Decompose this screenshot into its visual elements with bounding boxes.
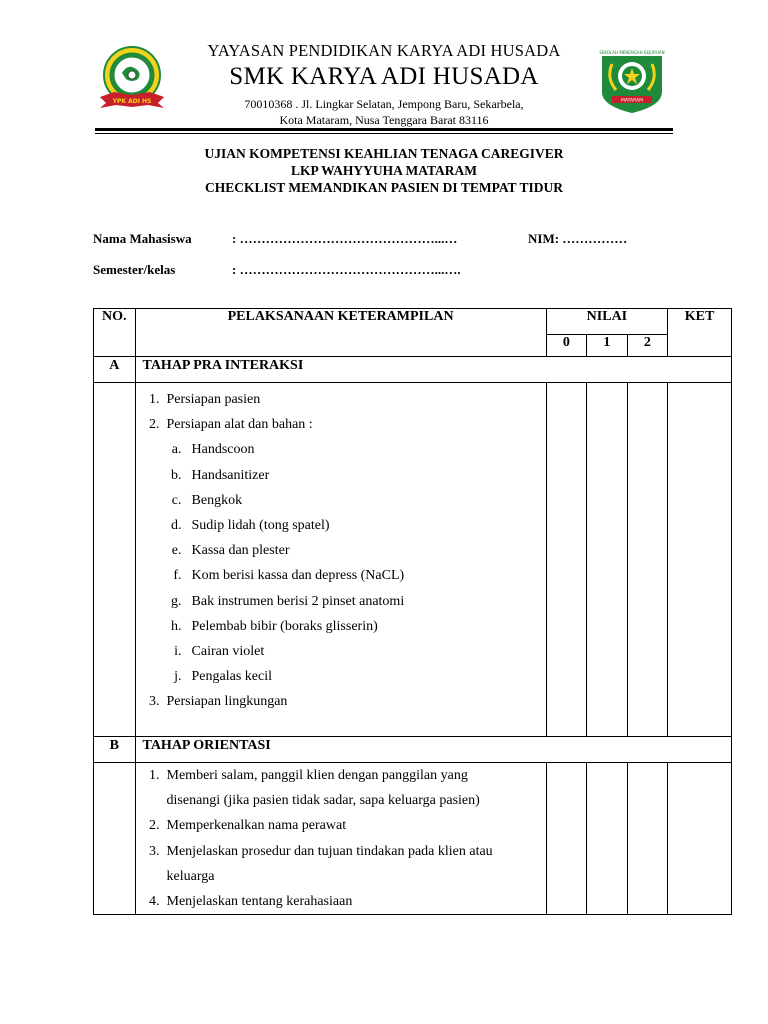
list-item: f. Kom berisi kassa dan depress (NaCL) — [173, 568, 405, 584]
exam-title: UJIAN KOMPETENSI KEAHLIAN TENAGA CAREGIVER — [204, 146, 564, 161]
score-cell-0[interactable] — [546, 383, 587, 737]
semester-field[interactable]: : ………………………………………...…. — [232, 262, 461, 277]
section-title: TAHAP PRA INTERAKSI — [135, 357, 731, 383]
list-item: 1. Persiapan pasien — [149, 392, 261, 407]
list-item: i. Cairan violet — [174, 644, 265, 660]
section-title: TAHAP ORIENTASI — [135, 737, 731, 763]
list-item-continuation: disenangi (jika pasien tidak sadar, sapa keluarga pasien) — [166, 793, 480, 809]
score-cell-2[interactable] — [627, 763, 668, 915]
section-items-row — [94, 763, 732, 915]
list-item: 1. Memberi salam, panggil klien dengan panggilan yang — [149, 768, 468, 783]
list-item: 3. Menjelaskan prosedur dan tujuan tindakan pada klien atau — [149, 843, 493, 859]
header-notes: KET — [668, 309, 732, 357]
list-item: 2. Persiapan alat dan bahan : — [149, 417, 313, 433]
list-item: h. Pelembab bibir (boraks glisserin) — [171, 618, 378, 634]
list-item: d. Sudip lidah (tong spatel) — [171, 518, 330, 534]
list-item: 2. Memperkenalkan nama perawat — [149, 818, 347, 834]
semester-label: Semester/kelas — [93, 262, 176, 277]
school-name: SMK KARYA ADI HUSADA — [229, 63, 539, 90]
header-activity: PELAKSANAAN KETERAMPILAN — [135, 309, 546, 357]
address-line-1: 70010368 . Jl. Lingkar Selatan, Jempong Baru, Sekarbela, — [244, 97, 524, 111]
score-cell-1[interactable] — [587, 383, 628, 737]
list-item: c. Bengkok — [171, 492, 243, 508]
notes-cell[interactable] — [668, 383, 732, 737]
notes-cell[interactable] — [668, 763, 732, 915]
institution-title: LKP WAHYYUHA MATARAM — [290, 163, 477, 178]
score-cell-0[interactable] — [546, 763, 587, 915]
list-item: g. Bak instrumen berisi 2 pinset anatomi — [171, 593, 405, 609]
checklist-table — [93, 308, 732, 915]
list-item: 4. Menjelaskan tentang kerahasiaan — [149, 894, 353, 910]
list-item: e. Kassa dan plester — [171, 543, 290, 559]
list-item: b. Handsanitizer — [171, 467, 270, 483]
score-level-2: 2 — [627, 335, 668, 357]
list-item-continuation: keluarga — [166, 868, 215, 884]
header-score: NILAI — [546, 309, 668, 335]
address-line-2: Kota Mataram, Nusa Tenggara Barat 83116 — [279, 113, 489, 127]
logo-ribbon-text: YPK ADI HS — [112, 98, 152, 105]
emblem-top-text: SEKOLAH MENENGAH KEJURUAN — [599, 50, 665, 55]
checklist-title: CHECKLIST MEMANDIKAN PASIEN DI TEMPAT TIDUR — [205, 180, 563, 195]
score-cell-2[interactable] — [627, 383, 668, 737]
section-items-cell — [135, 763, 546, 915]
header-divider-thick — [95, 128, 673, 131]
section-row — [94, 357, 732, 383]
score-level-0: 0 — [546, 335, 587, 357]
empty-no-cell — [94, 383, 136, 737]
list-item: 3. Persiapan lingkungan — [149, 694, 288, 710]
header-divider-thin — [95, 133, 673, 134]
section-items-cell — [135, 383, 546, 737]
emblem-bottom-text: MATARAM — [621, 98, 643, 104]
foundation-name: YAYASAN PENDIDIKAN KARYA ADI HUSADA — [207, 41, 561, 60]
student-name-label: Nama Mahasiswa — [93, 231, 192, 246]
section-code: A — [94, 357, 136, 383]
empty-no-cell — [94, 763, 136, 915]
section-row — [94, 737, 732, 763]
section-items-row — [94, 383, 732, 737]
nim-field[interactable]: NIM: …………… — [528, 231, 628, 246]
student-name-field[interactable]: : ………………………………………...… — [232, 231, 458, 246]
section-code: B — [94, 737, 136, 763]
score-cell-1[interactable] — [587, 763, 628, 915]
list-item: a. Handscoon — [171, 442, 255, 458]
header-no: NO. — [94, 309, 136, 357]
list-item: j. Pengalas kecil — [174, 669, 272, 685]
score-level-1: 1 — [587, 335, 628, 357]
